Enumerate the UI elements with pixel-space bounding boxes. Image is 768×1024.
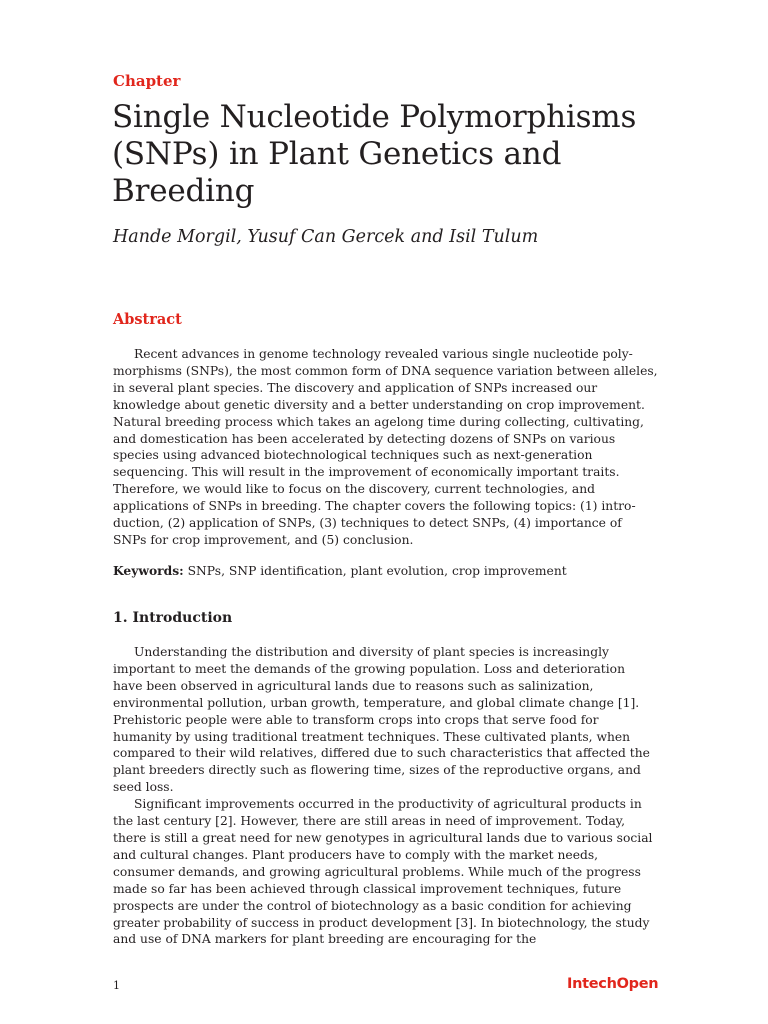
introduction-paragraph-2: Significant improvements occurred in the productivity of agricultural products in the last century [2]. However, there are still areas in need of improvement. Today, there is still a great need for new genotypes in agricultural lands due to various social and cultural changes. Plant producers have to comply with the market needs, consumer demands, and growing agricultural problems. While much of the progress made so far has been achieved through classical improvement techniques, future prospects are under the control of biotechnology as a basic condition for achieving greater probability of success in product development [3]. In biotechnology, the study and use of DNA markers for plant breeding are encouraging for the — [113, 797, 653, 947]
chapter-label: Chapter — [113, 72, 181, 90]
page-number: 1 — [113, 979, 120, 992]
publisher-logo: IntechOpen — [567, 976, 659, 992]
keywords-text: SNPs, SNP identification, plant evolution, crop improvement — [183, 564, 567, 578]
abstract-paragraph: Recent advances in genome technology revealed various single nucleotide polymorphisms (SNPs), the most common form of DNA sequence variation between alleles, in several plant species. The discovery and application of SNPs increased our knowledge about genetic diversity and a better understanding on crop improvement. Natural breeding process which takes an agelong time during collecting, cultivating, and domestication has been accelerated by detecting dozens of SNPs on various species using advanced biotechnological techniques such as next-generation sequencing. This will result in the improvement of economically important traits. Therefore, we would like to focus on the discovery, current technologies, and applications of SNPs in breeding. The chapter covers the following topics: (1) introduction, (2) application of SNPs, (3) techniques to detect SNPs, (4) importance of SNPs for crop improvement, and (5) conclusion. — [113, 347, 658, 547]
introduction-heading: 1. Introduction — [113, 610, 233, 626]
authors: Hande Morgil, Yusuf Can Gercek and Isil Tulum — [113, 227, 539, 247]
keywords — [113, 562, 567, 580]
abstract-body — [113, 346, 658, 549]
chapter-title: Single Nucleotide Polymorphisms (SNPs) in Plant Genetics and Breeding — [112, 99, 637, 209]
introduction-body — [113, 644, 658, 948]
introduction-paragraph-1: Understanding the distribution and diversity of plant species is increasingly important to meet the demands of the growing population. Loss and deterioration have been observed in agricultural lands due to reasons such as salinization, environmental pollution, urban growth, temperature, and global climate change [1]. Prehistoric people were able to transform crops into crops that serve food for humanity by using traditional treatment techniques. These cultivated plants, when compared to their wild relatives, differed due to such characteristics that affected the plant breeders directly such as flowering time, sizes of the reproductive organs, and seed loss. — [113, 645, 650, 795]
abstract-heading: Abstract — [113, 311, 182, 328]
keywords-label: Keywords: — [113, 563, 184, 578]
